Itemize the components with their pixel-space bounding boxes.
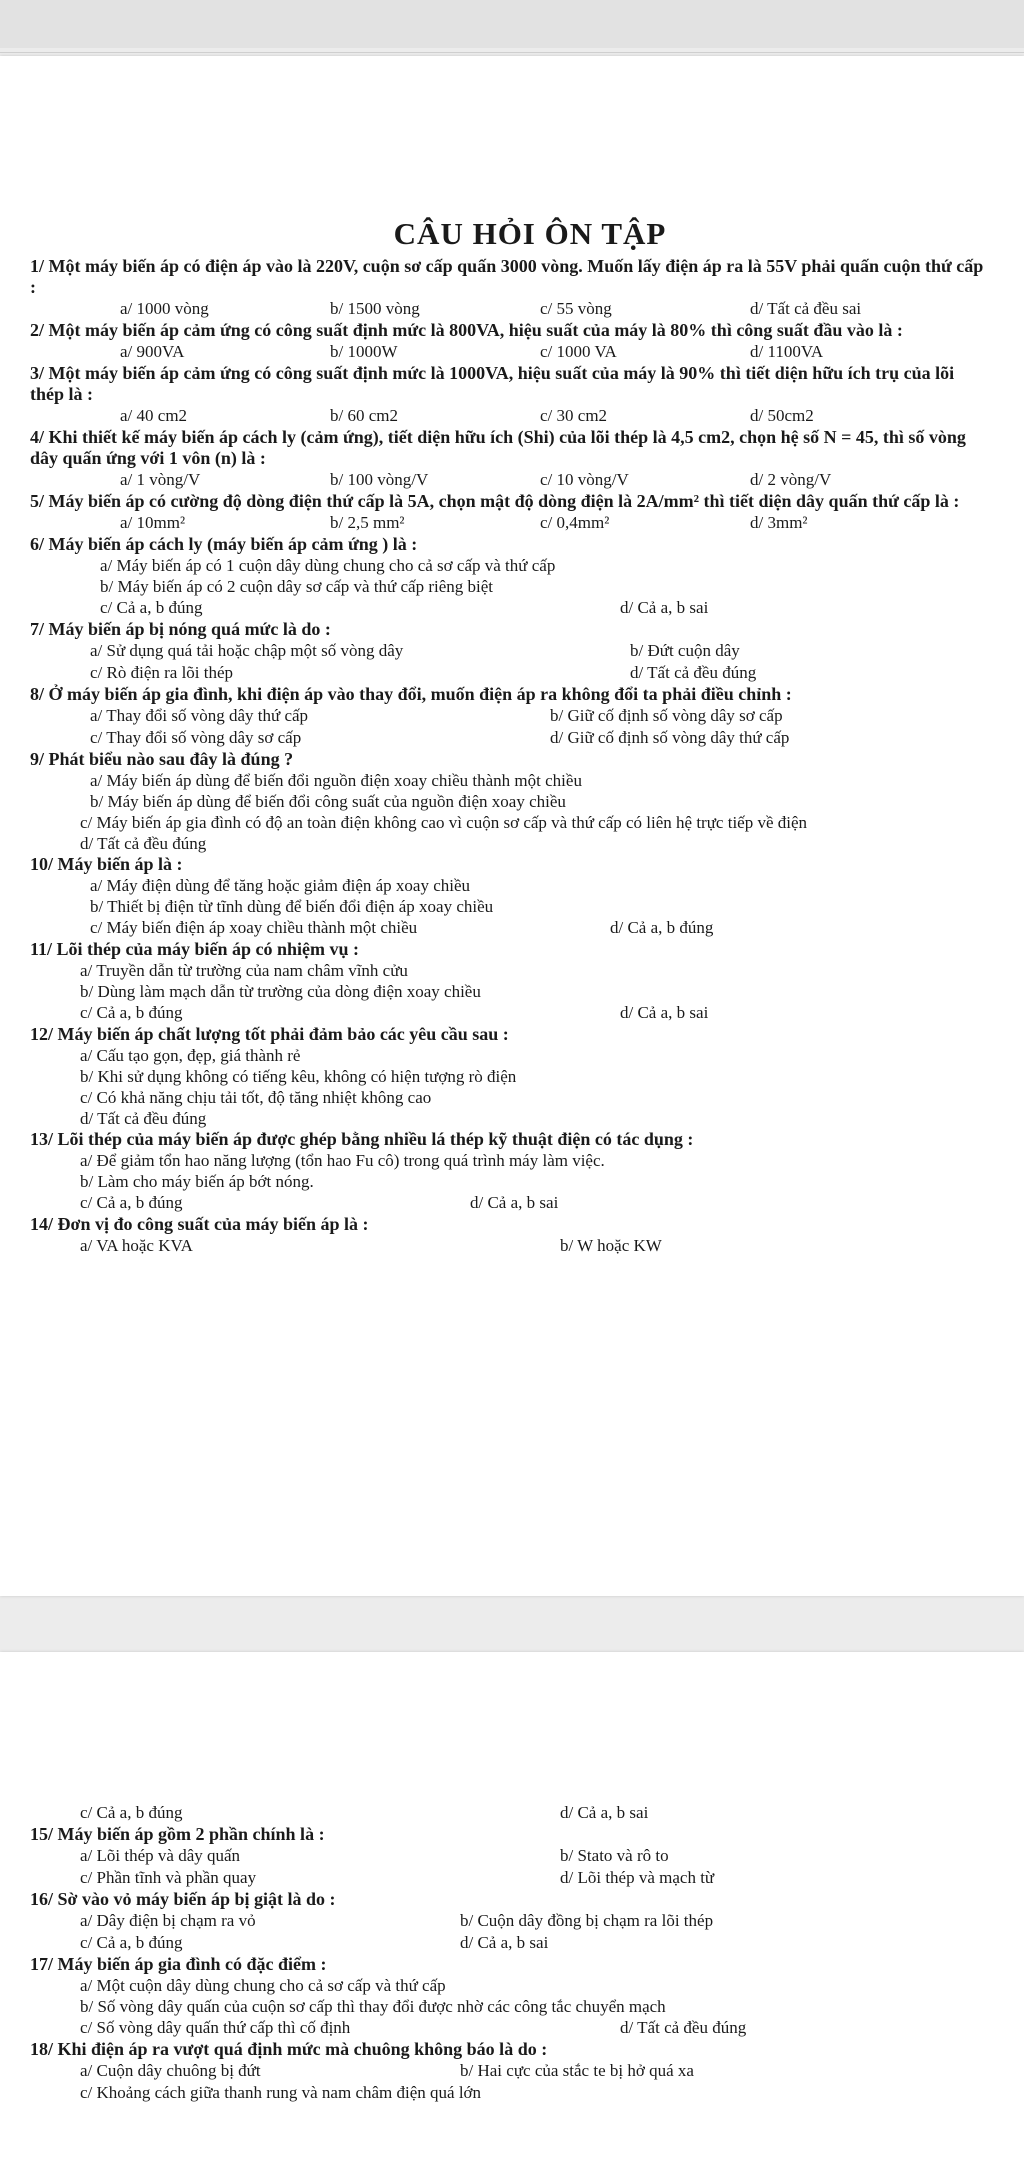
option-d: d/ Cả a, b sai — [620, 598, 709, 617]
viewer-toolbar — [0, 0, 1024, 48]
option-d: d/ Cả a, b đúng — [610, 918, 714, 937]
question-10: 10/ Máy biến áp là : — [30, 854, 183, 874]
question-16: 16/ Sờ vào vỏ máy biến áp bị giật là do : — [30, 1889, 336, 1909]
question-16-options-ab — [30, 1910, 990, 1932]
option-d: d/ Tất cả đều sai — [750, 299, 862, 318]
question-13-option-b: b/ Làm cho máy biến áp bớt nóng. — [80, 1172, 314, 1191]
option-b: b/ Hai cực của stắc te bị hở quá xa — [460, 2061, 694, 2080]
option-b: b/ 100 vòng/V — [330, 470, 429, 489]
question-3: 3/ Một máy biến áp cảm ứng có công suất định mức là 1000VA, hiệu suất của máy là 90% thì tiết diện hữu ích trụ của lõi thép là : — [30, 363, 955, 404]
option-c: c/ Cả a, b đúng — [80, 1003, 183, 1022]
question-17: 17/ Máy biến áp gia đình có đặc điểm : — [30, 1954, 327, 1974]
question-18-options-ab — [30, 2060, 990, 2082]
option-d: d/ 2 vòng/V — [750, 470, 832, 489]
option-c: c/ Phần tĩnh và phần quay — [80, 1868, 257, 1887]
option-a: a/ Dây điện bị chạm ra vỏ — [80, 1911, 256, 1930]
option-c: c/ 1000 VA — [540, 342, 617, 361]
question-16-options-cd — [30, 1932, 990, 1954]
question-12: 12/ Máy biến áp chất lượng tốt phải đảm bảo các yêu cầu sau : — [30, 1024, 509, 1044]
option-a: a/ 40 cm2 — [120, 406, 188, 425]
option-d: d/ 50cm2 — [750, 406, 814, 425]
option-b: b/ W hoặc KW — [560, 1236, 662, 1255]
option-b: b/ Đứt cuộn dây — [630, 641, 740, 660]
option-d: d/ Giữ cố định số vòng dây thứ cấp — [550, 728, 790, 747]
question-13: 13/ Lõi thép của máy biến áp được ghép bằng nhiều lá thép kỹ thuật điện có tác dụng : — [30, 1129, 694, 1149]
option-c: c/ Máy biến điện áp xoay chiều thành một chiều — [90, 918, 418, 937]
question-12-option-d: d/ Tất cả đều đúng — [80, 1109, 207, 1128]
question-9: 9/ Phát biểu nào sau đây là đúng ? — [30, 749, 294, 769]
continued-options-cd — [30, 1802, 990, 1824]
option-b: b/ 1500 vòng — [330, 299, 420, 318]
question-12-option-b: b/ Khi sử dụng không có tiếng kêu, không có hiện tượng rò điện — [80, 1067, 517, 1086]
question-7-options-cd — [30, 662, 990, 684]
option-d: d/ Cả a, b sai — [560, 1803, 649, 1822]
option-a: a/ 1000 vòng — [120, 299, 209, 318]
question-11-option-a: a/ Truyền dẫn từ trường của nam châm vĩnh cửu — [80, 961, 408, 980]
option-d: d/ Tất cả đều đúng — [630, 663, 757, 682]
option-c: c/ Cả a, b đúng — [80, 1193, 183, 1212]
question-14: 14/ Đơn vị đo công suất của máy biến áp là : — [30, 1214, 369, 1234]
option-c: c/ Rò điện ra lõi thép — [90, 663, 234, 682]
question-4-options — [30, 469, 990, 491]
option-d: d/ Cả a, b sai — [460, 1933, 549, 1952]
option-b: b/ 60 cm2 — [330, 406, 398, 425]
option-c: c/ Cả a, b đúng — [80, 1933, 183, 1952]
question-15-options-ab — [30, 1845, 990, 1867]
option-d: d/ 1100VA — [750, 342, 824, 361]
question-9-option-a: a/ Máy biến áp dùng để biến đổi nguồn điện xoay chiều thành một chiều — [90, 771, 582, 790]
question-7: 7/ Máy biến áp bị nóng quá mức là do : — [30, 619, 331, 639]
page-2-content — [30, 1802, 990, 2103]
option-d: d/ Cả a, b sai — [470, 1193, 559, 1212]
question-2: 2/ Một máy biến áp cảm ứng có công suất định mức là 800VA, hiệu suất của máy là 80% thì công suất đầu vào là : — [30, 320, 903, 340]
option-c: c/ Thay đổi số vòng dây sơ cấp — [90, 728, 302, 747]
question-18: 18/ Khi điện áp ra vượt quá định mức mà chuông không báo là do : — [30, 2039, 548, 2059]
question-11-option-b: b/ Dùng làm mạch dẫn từ trường của dòng điện xoay chiều — [80, 982, 481, 1001]
option-c: c/ Cả a, b đúng — [100, 598, 203, 617]
page-1-content — [30, 216, 990, 1257]
option-a: a/ Sử dụng quá tải hoặc chập một số vòng dây — [90, 641, 404, 660]
option-c: c/ 10 vòng/V — [540, 470, 629, 489]
question-9-option-d: d/ Tất cả đều đúng — [80, 834, 207, 853]
question-14-options-ab — [30, 1235, 990, 1257]
option-b: b/ Stato và rô to — [560, 1846, 669, 1865]
question-18-option-c: c/ Khoảng cách giữa thanh rung và nam châm điện quá lớn — [80, 2083, 482, 2102]
option-d: d/ Cả a, b sai — [620, 1003, 709, 1022]
question-1-options — [30, 298, 990, 320]
option-c: c/ Cả a, b đúng — [80, 1803, 183, 1822]
question-3-options — [30, 405, 990, 427]
question-6-option-b: b/ Máy biến áp có 2 cuộn dây sơ cấp và thứ cấp riêng biệt — [100, 577, 494, 596]
document-page-2 — [0, 1652, 1024, 2162]
option-b: b/ Cuộn dây đồng bị chạm ra lõi thép — [460, 1911, 714, 1930]
document-title: CÂU HỎI ÔN TẬP — [393, 216, 667, 251]
option-d: d/ 3mm² — [750, 513, 808, 532]
question-17-option-b: b/ Số vòng dây quấn của cuộn sơ cấp thì thay đổi được nhờ các công tắc chuyển mạch — [80, 1997, 666, 2016]
question-11-options-cd — [30, 1002, 990, 1024]
question-13-option-a: a/ Để giảm tổn hao năng lượng (tổn hao Fu cô) trong quá trình máy làm việc. — [80, 1151, 605, 1170]
option-a: a/ Cuộn dây chuông bị đứt — [80, 2061, 261, 2080]
question-17-option-a: a/ Một cuộn dây dùng chung cho cả sơ cấp và thứ cấp — [80, 1976, 446, 1995]
question-4: 4/ Khi thiết kế máy biến áp cách ly (cảm ứng), tiết diện hữu ích (Shi) của lõi thép là 4,5 cm2, chọn hệ số N = 45, thì số vòng dây quấn ứng với 1 vôn (n) là : — [30, 427, 966, 468]
question-12-option-c: c/ Có khả năng chịu tải tốt, độ tăng nhiệt không cao — [80, 1088, 432, 1107]
option-b: b/ Giữ cố định số vòng dây sơ cấp — [550, 706, 783, 725]
option-c: c/ 30 cm2 — [540, 406, 608, 425]
question-8-options-ab — [30, 705, 990, 727]
question-7-options-ab — [30, 640, 990, 662]
option-a: a/ 10mm² — [120, 513, 186, 532]
question-10-options-cd — [30, 917, 990, 939]
question-15: 15/ Máy biến áp gồm 2 phần chính là : — [30, 1824, 325, 1844]
option-a: a/ VA hoặc KVA — [80, 1236, 193, 1255]
question-10-option-a: a/ Máy điện dùng để tăng hoặc giảm điện áp xoay chiều — [90, 876, 471, 895]
option-c: c/ 0,4mm² — [540, 513, 610, 532]
option-b: b/ 2,5 mm² — [330, 513, 405, 532]
option-c: c/ 55 vòng — [540, 299, 612, 318]
question-13-options-cd — [30, 1192, 990, 1214]
question-10-option-b: b/ Thiết bị điện từ tĩnh dùng để biến đổi điện áp xoay chiều — [90, 897, 494, 916]
option-c: c/ Số vòng dây quấn thứ cấp thì cố định — [80, 2018, 351, 2037]
question-5: 5/ Máy biến áp có cường độ dòng điện thứ cấp là 5A, chọn mật độ dòng điện là 2A/mm² thì tiết diện dây quấn thứ cấp là : — [30, 491, 960, 511]
option-d: d/ Lõi thép và mạch từ — [560, 1868, 715, 1887]
question-12-option-a: a/ Cấu tạo gọn, đẹp, giá thành rẻ — [80, 1046, 301, 1065]
option-d: d/ Tất cả đều đúng — [620, 2018, 747, 2037]
question-2-options — [30, 341, 990, 363]
question-11: 11/ Lõi thép của máy biến áp có nhiệm vụ : — [30, 939, 360, 959]
question-1: 1/ Một máy biến áp có điện áp vào là 220V, cuộn sơ cấp quấn 3000 vòng. Muốn lấy điện áp ra là 55V phải quấn cuộn thứ cấp : — [30, 256, 984, 297]
option-a: a/ 900VA — [120, 342, 185, 361]
question-6-options-cd — [30, 597, 990, 619]
question-15-options-cd — [30, 1867, 990, 1889]
option-a: a/ 1 vòng/V — [120, 470, 201, 489]
option-a: a/ Lõi thép và dây quấn — [80, 1846, 241, 1865]
document-page-1 — [0, 56, 1024, 1596]
question-9-option-b: b/ Máy biến áp dùng để biến đổi công suất của nguồn điện xoay chiều — [90, 792, 566, 811]
question-8-options-cd — [30, 727, 990, 749]
question-8: 8/ Ở máy biến áp gia đình, khi điện áp vào thay đổi, muốn điện áp ra không đổi ta phải điều chỉnh : — [30, 684, 792, 704]
option-b: b/ 1000W — [330, 342, 398, 361]
question-17-options-cd — [30, 2017, 990, 2039]
option-a: a/ Thay đổi số vòng dây thứ cấp — [90, 706, 309, 725]
question-5-options — [30, 512, 990, 534]
question-9-option-c: c/ Máy biến áp gia đình có độ an toàn điện không cao vì cuộn sơ cấp và thứ cấp có liên hệ trực tiếp về điện — [80, 813, 808, 832]
question-6-option-a: a/ Máy biến áp có 1 cuộn dây dùng chung cho cả sơ cấp và thứ cấp — [100, 556, 556, 575]
question-6: 6/ Máy biến áp cách ly (máy biến áp cảm ứng ) là : — [30, 534, 418, 554]
